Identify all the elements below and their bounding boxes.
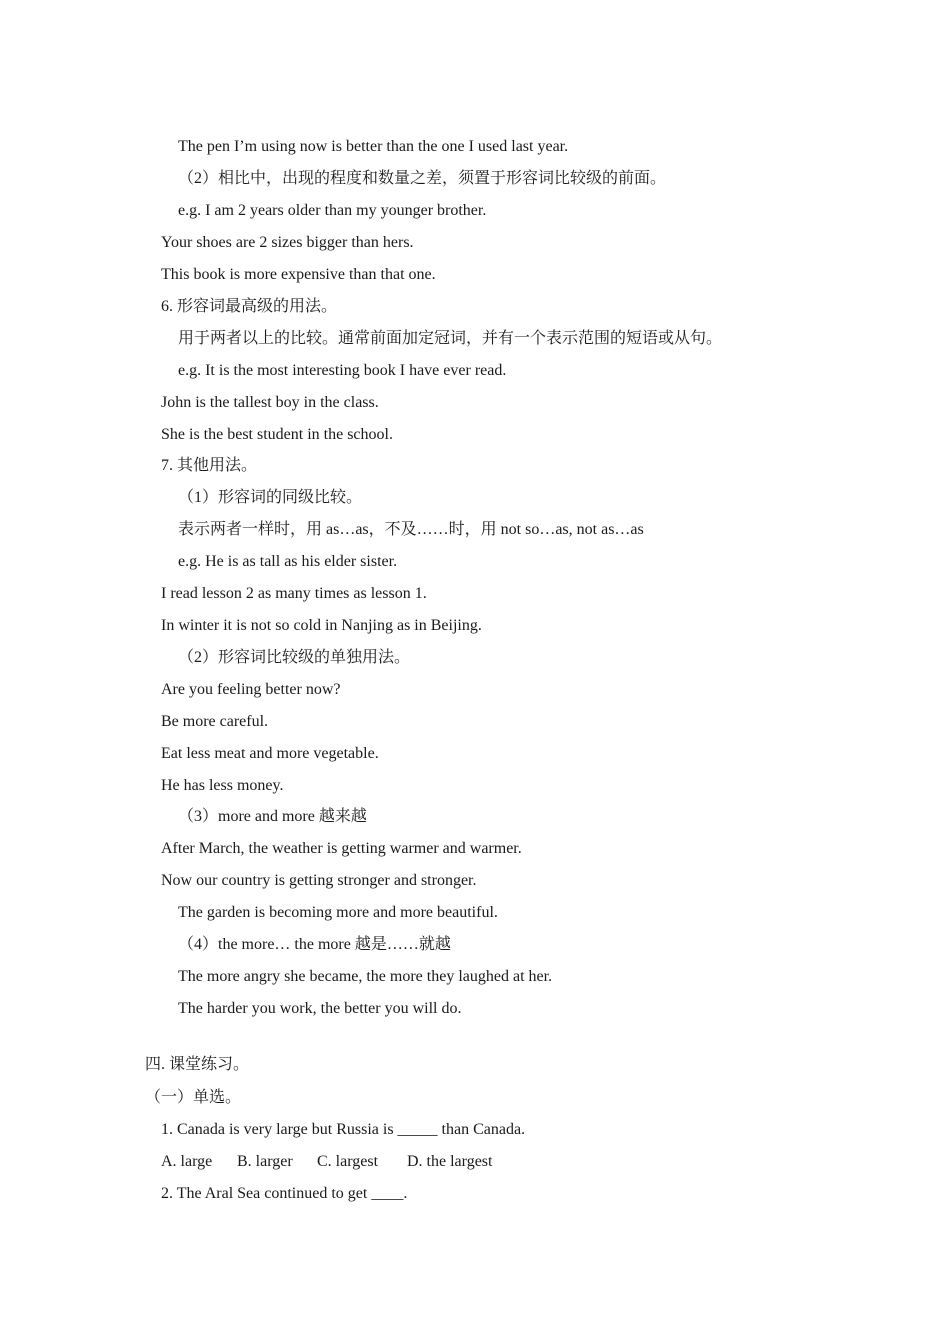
subsection-heading: （一）单选。 (145, 1089, 242, 1106)
text-line: In winter it is not so cold in Nanjing as in Beijing. (161, 617, 482, 634)
text-line: e.g. He is as tall as his elder sister. (178, 553, 398, 570)
text-line: Now our country is getting stronger and stronger. (161, 872, 477, 889)
text-line: 用于两者以上的比较。通常前面加定冠词，并有一个表示范围的短语或从句。 (178, 330, 723, 347)
text-line: Be more careful. (161, 713, 269, 730)
text-line: 6. 形容词最高级的用法。 (161, 298, 338, 315)
text-line: After March, the weather is getting warmer and warmer. (161, 840, 522, 857)
question-stem: 1. Canada is very large but Russia is _____ than Canada. (161, 1121, 526, 1138)
option-c: C. largest (317, 1153, 379, 1170)
text-line: She is the best student in the school. (161, 426, 393, 443)
question-stem: 2. The Aral Sea continued to get ____. (161, 1185, 408, 1202)
text-line: 7. 其他用法。 (161, 457, 258, 474)
text-line: I read lesson 2 as many times as lesson 1. (161, 585, 427, 602)
text-line: The harder you work, the better you will do. (178, 1000, 462, 1017)
text-line: e.g. I am 2 years older than my younger brother. (178, 202, 487, 219)
text-line: This book is more expensive than that one. (161, 266, 436, 283)
text-line: （2）形容词比较级的单独用法。 (178, 649, 411, 666)
question-options (161, 1152, 492, 1172)
text-line: （2）相比中，出现的程度和数量之差，须置于形容词比较级的前面。 (178, 170, 667, 187)
text-line: Eat less meat and more vegetable. (161, 745, 379, 762)
text-line: The pen I’m using now is better than the one I used last year. (178, 138, 569, 155)
option-b: B. larger (237, 1153, 293, 1170)
text-line: （1）形容词的同级比较。 (178, 489, 363, 506)
text-line: He has less money. (161, 777, 284, 794)
option-a: A. large (161, 1153, 213, 1170)
section-heading: 四. 课堂练习。 (145, 1056, 250, 1073)
text-line: （3）more and more 越来越 (178, 808, 367, 825)
text-line: 表示两者一样时，用 as…as，不及……时，用 not so…as, not as…as (178, 521, 644, 538)
text-line: The garden is becoming more and more beautiful. (178, 904, 498, 921)
text-line: Are you feeling better now? (161, 681, 341, 698)
text-line: （4）the more… the more 越是……就越 (178, 936, 451, 953)
text-line: Your shoes are 2 sizes bigger than hers. (161, 234, 414, 251)
text-line: e.g. It is the most interesting book I have ever read. (178, 362, 507, 379)
text-line: The more angry she became, the more they laughed at her. (178, 968, 553, 985)
option-d: D. the largest (407, 1153, 493, 1170)
text-line: John is the tallest boy in the class. (161, 394, 379, 411)
